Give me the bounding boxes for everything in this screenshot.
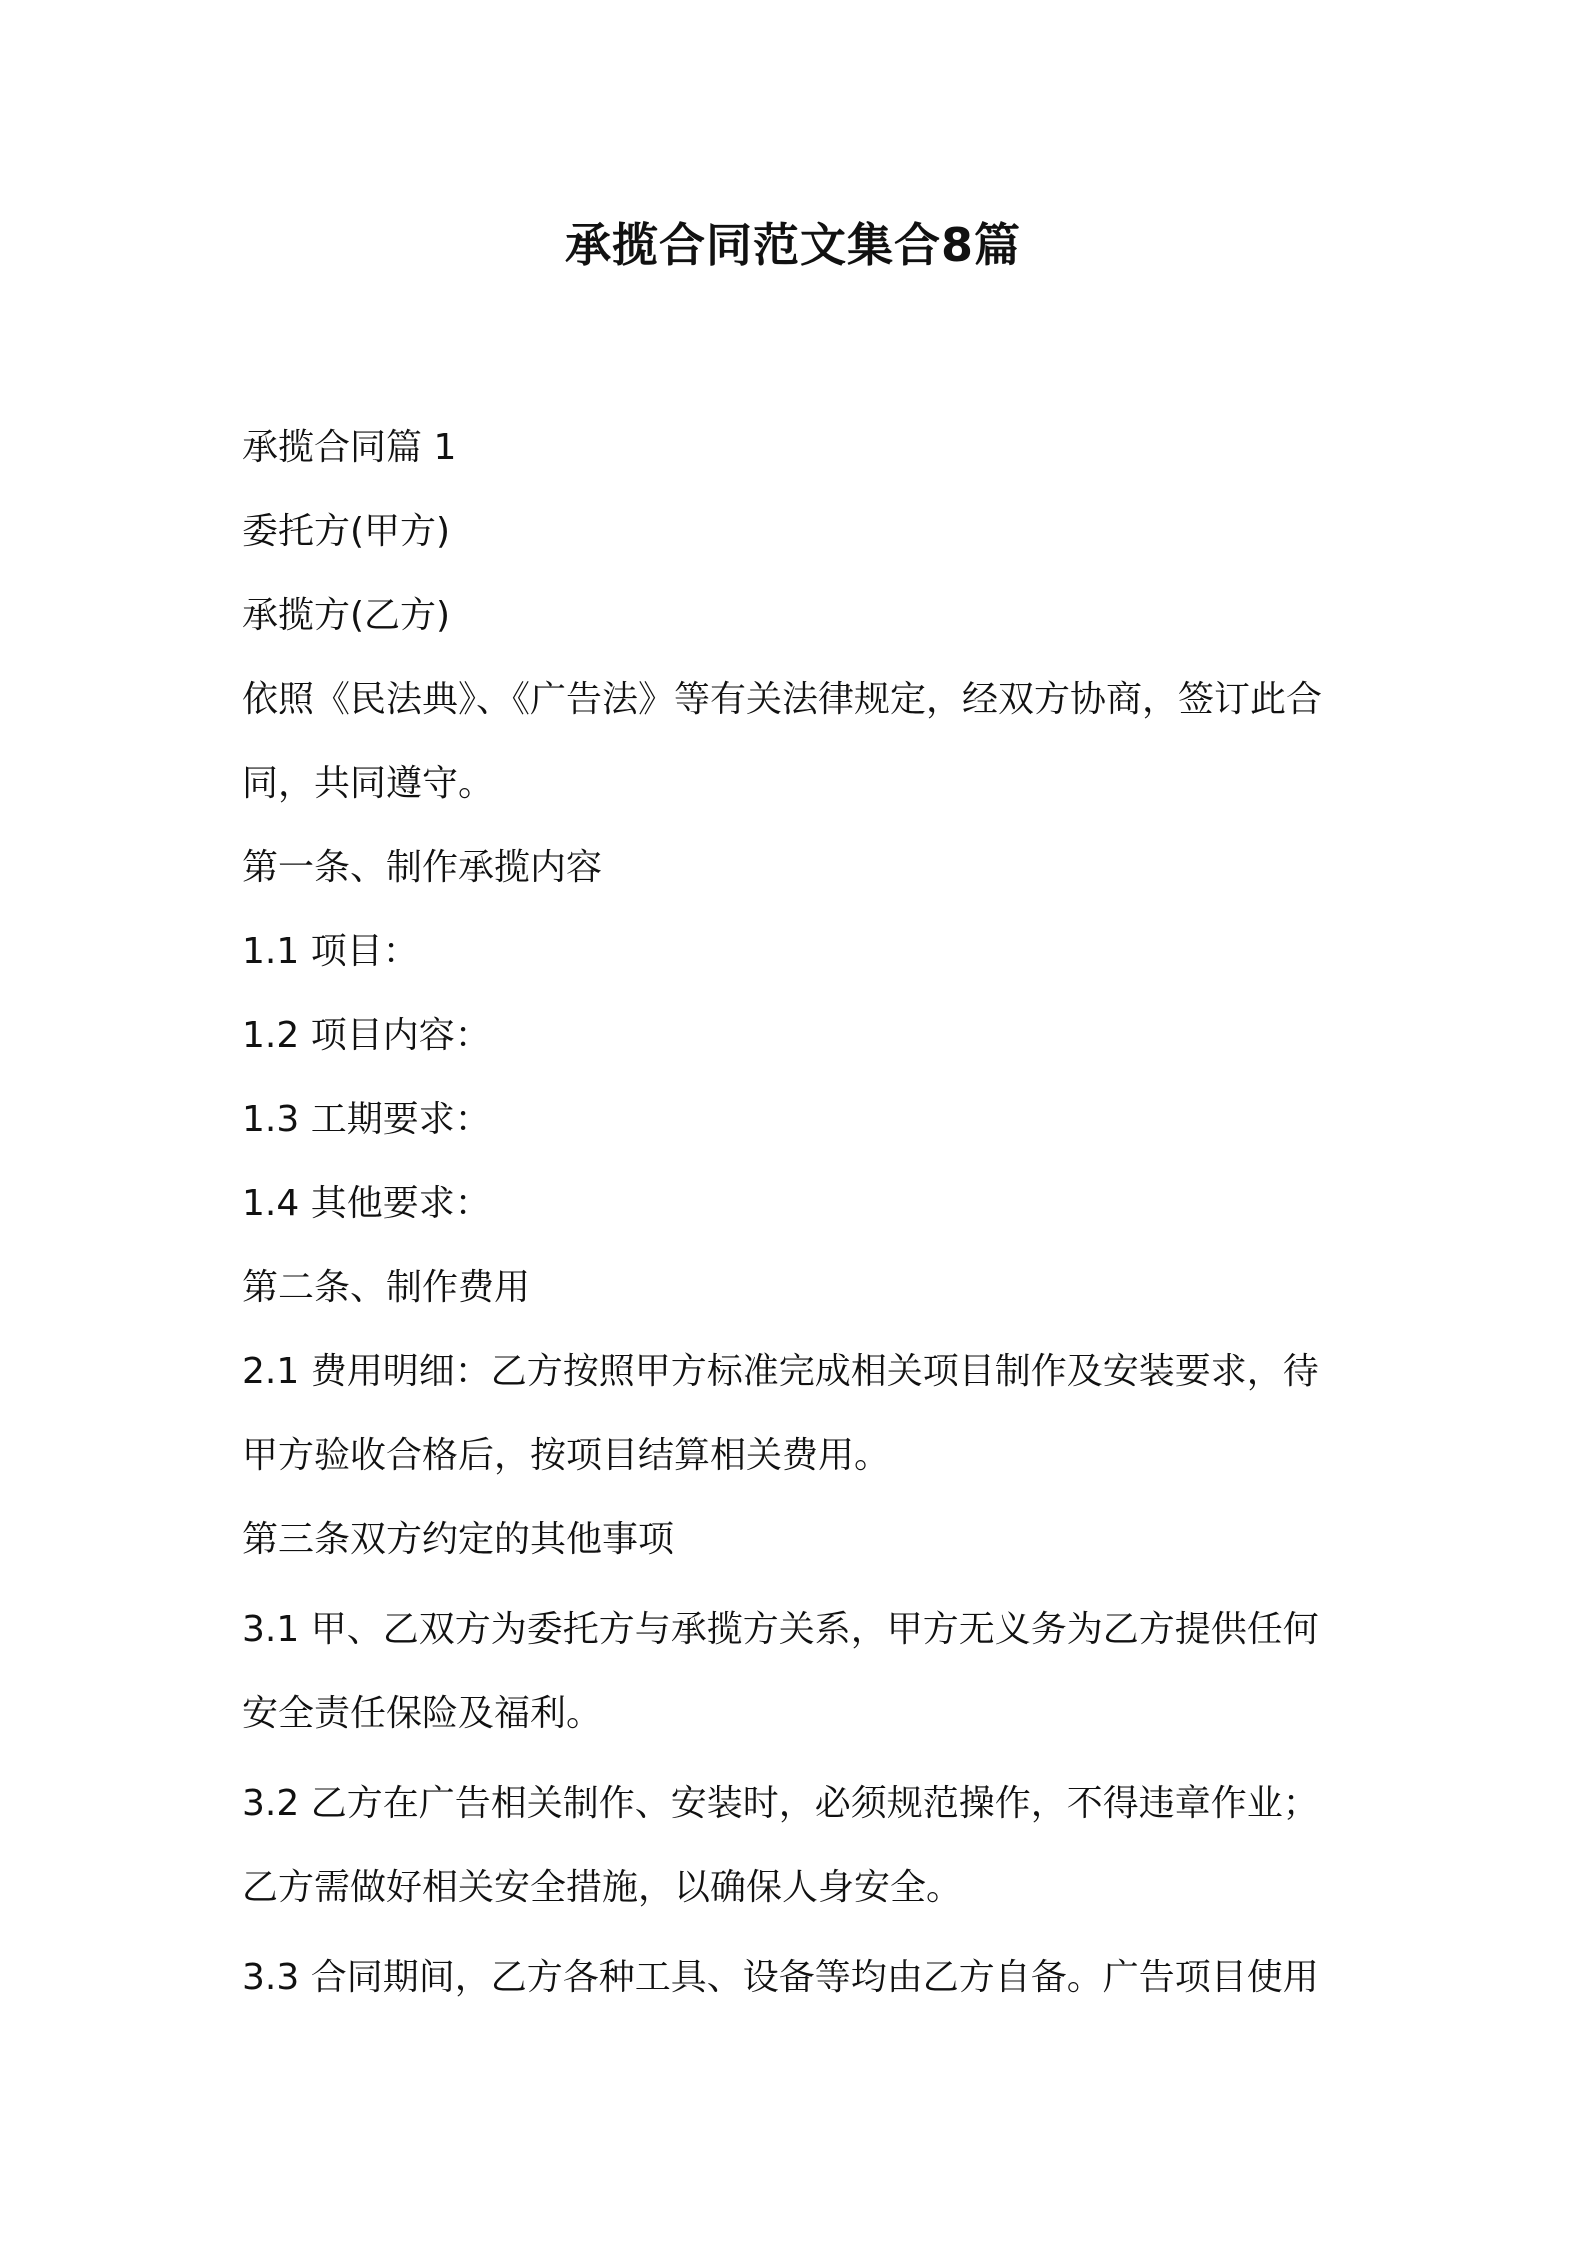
clause-line: 1.4 其他要求： xyxy=(242,1183,491,1224)
article-heading: 第一条、制作承揽内容 xyxy=(242,847,603,888)
clause-line: 乙方需做好相关安全措施，以确保人身安全。 xyxy=(242,1867,963,1908)
clause-line: 安全责任保险及福利。 xyxy=(242,1693,603,1734)
document-body xyxy=(242,406,1362,2020)
article-heading: 第三条双方约定的其他事项 xyxy=(242,1519,675,1560)
section-heading: 承揽合同篇 1 xyxy=(242,427,457,468)
party-a-line: 委托方(甲方) xyxy=(242,511,451,552)
paragraph-line: 同，共同遵守。 xyxy=(242,763,495,804)
clause-line: 1.1 项目： xyxy=(242,931,419,972)
party-b-line: 承揽方(乙方) xyxy=(242,595,451,636)
clause-line: 甲方验收合格后，按项目结算相关费用。 xyxy=(242,1435,891,1476)
clause-line: 3.1 甲、乙双方为委托方与承揽方关系，甲方无义务为乙方提供任何 xyxy=(242,1609,1319,1650)
clause-line: 2.1 费用明细：乙方按照甲方标准完成相关项目制作及安装要求，待 xyxy=(242,1351,1319,1392)
clause-line: 1.2 项目内容： xyxy=(242,1015,491,1056)
paragraph-line: 依照《民法典》、《广告法》等有关法律规定，经双方协商，签订此合 xyxy=(242,679,1323,720)
clause-line: 3.3 合同期间，乙方各种工具、设备等均由乙方自备。广告项目使用 xyxy=(242,1957,1319,1998)
clause-line: 3.2 乙方在广告相关制作、安装时，必须规范操作，不得违章作业； xyxy=(242,1783,1319,1824)
article-heading: 第二条、制作费用 xyxy=(242,1267,531,1308)
clause-line: 1.3 工期要求： xyxy=(242,1099,491,1140)
document-title: 承揽合同范文集合8篇 xyxy=(564,218,1021,272)
